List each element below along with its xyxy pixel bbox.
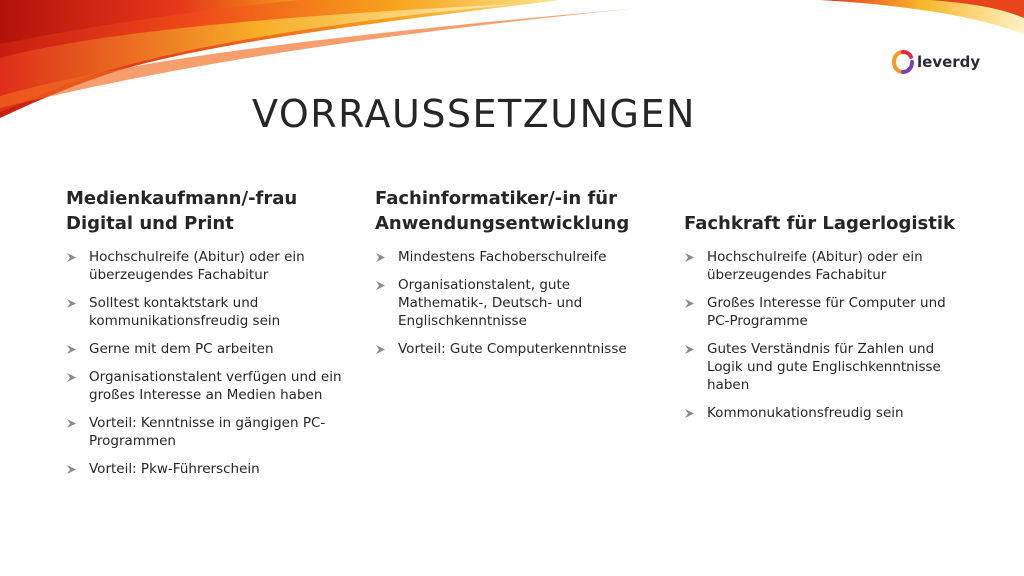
arrow-bullet-icon — [67, 299, 76, 308]
column-fachkraft-lagerlogistik — [684, 182, 966, 432]
column-heading: Fachkraft für Lagerlogistik — [684, 213, 955, 234]
logo-wordmark: leverdy — [917, 53, 981, 71]
arrow-bullet-icon — [67, 345, 76, 354]
column-medienkaufmann — [66, 182, 348, 488]
page-title: VORRAUSSETZUNGEN — [252, 92, 696, 136]
arrow-bullet-icon — [67, 465, 76, 474]
leverdy-logo — [892, 50, 980, 74]
list-item: Mindestens Fachoberschulreife — [375, 248, 657, 266]
list-item: Hochschulreife (Abitur) oder ein überzeugendes Fachabitur — [684, 248, 966, 284]
list-item: Vorteil: Kenntnisse in gängigen PC-Programmen — [66, 414, 348, 450]
list-item: Solltest kontaktstark und kommunikationsfreudig sein — [66, 294, 348, 330]
requirement-list — [375, 248, 657, 358]
arrow-bullet-icon — [685, 409, 694, 418]
list-item: Hochschulreife (Abitur) oder ein überzeugendes Fachabitur — [66, 248, 348, 284]
list-item: Kommonukationsfreudig sein — [684, 404, 966, 422]
leverdy-logo-mark — [892, 50, 914, 74]
arrow-bullet-icon — [685, 345, 694, 354]
arrow-bullet-icon — [67, 373, 76, 382]
list-item: Vorteil: Gute Computerkenntnisse — [375, 340, 657, 358]
arrow-bullet-icon — [67, 253, 76, 262]
arrow-bullet-icon — [376, 345, 385, 354]
arrow-bullet-icon — [685, 299, 694, 308]
arrow-bullet-icon — [376, 253, 385, 262]
list-item: Gerne mit dem PC arbeiten — [66, 340, 348, 358]
column-fachinformatiker — [375, 182, 657, 368]
list-item: Organisationstalent verfügen und ein großes Interesse an Medien haben — [66, 368, 348, 404]
list-item: Vorteil: Pkw-Führerschein — [66, 460, 348, 478]
list-item: Großes Interesse für Computer und PC-Programme — [684, 294, 966, 330]
column-heading: Fachinformatiker/-in für Anwendungsentwicklung — [375, 188, 630, 234]
list-item: Organisationstalent, gute Mathematik-, Deutsch- und Englischkenntnisse — [375, 276, 657, 330]
arrow-bullet-icon — [67, 419, 76, 428]
list-item: Gutes Verständnis für Zahlen und Logik und gute Englischkenntnisse haben — [684, 340, 966, 394]
requirement-list — [66, 248, 348, 478]
arrow-bullet-icon — [376, 281, 385, 290]
column-heading: Medienkaufmann/-frau Digital und Print — [66, 188, 298, 234]
requirement-list — [684, 248, 966, 422]
arrow-bullet-icon — [685, 253, 694, 262]
